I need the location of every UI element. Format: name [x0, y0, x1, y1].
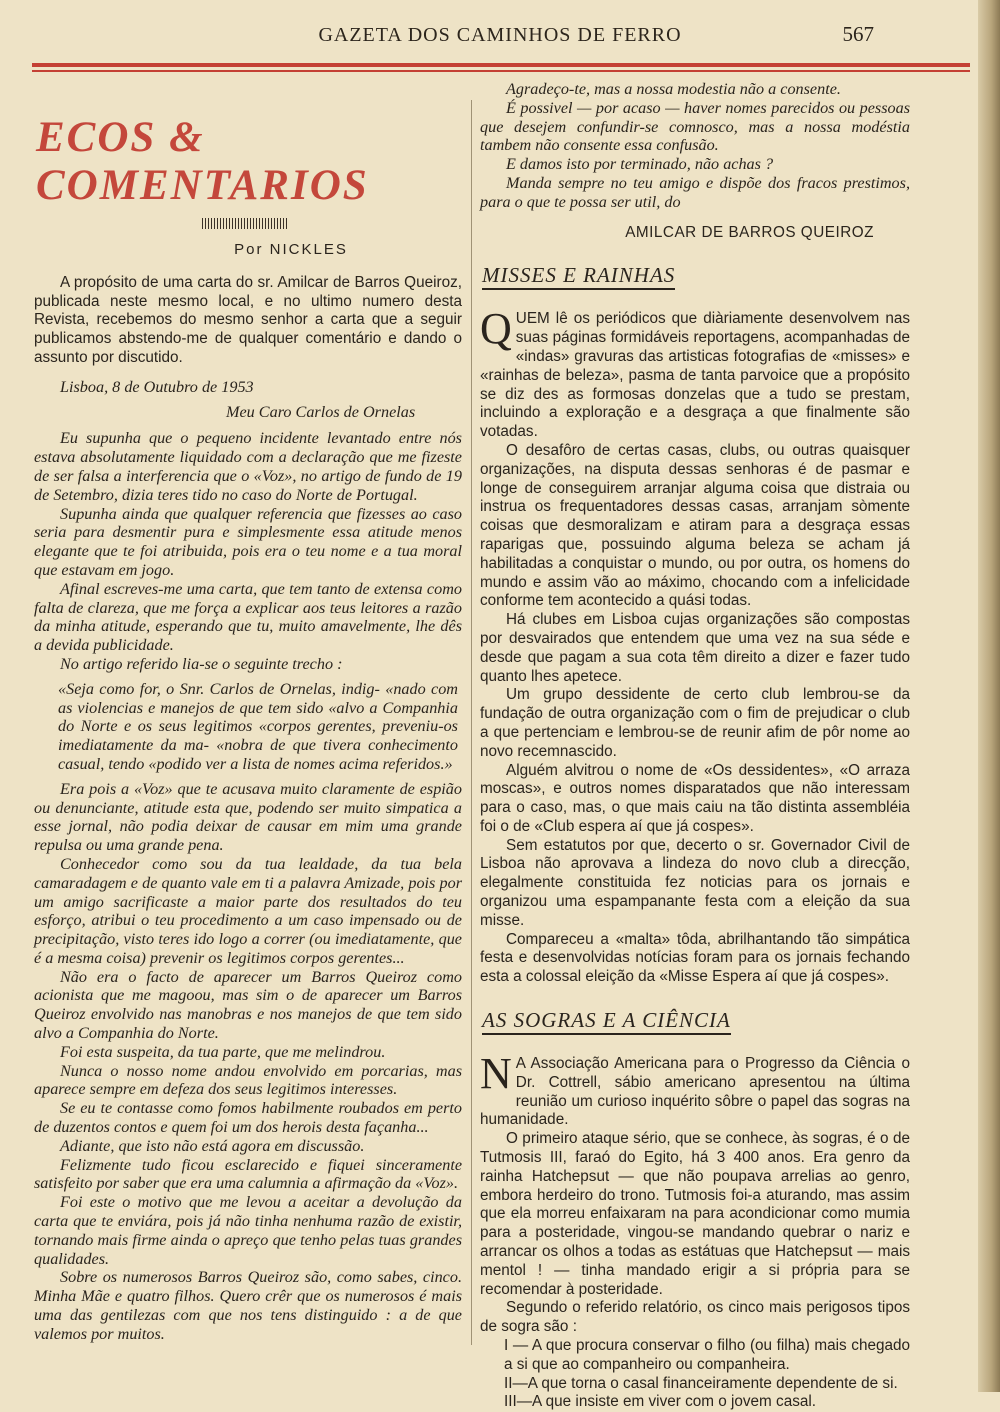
- letter-paragraph: Afinal escreves-me uma carta, que tem tanto de extensa como falta de clareza, que me força a explicar aos teus leitores a razão da minha atitude, esperando que tu, muito amavelmente, lhe dês a devida publicidade.: [34, 579, 462, 655]
- section-title-misses: MISSES E RAINHAS: [482, 262, 910, 288]
- letter-paragraph: Manda sempre no teu amigo e dispõe dos fracos prestimos, para o que te possa ser util, do: [480, 173, 910, 211]
- header-rule-thick: [32, 63, 970, 67]
- left-column: [34, 80, 462, 1344]
- quoted-excerpt: «Seja como for, o Snr. Carlos de Ornelas, indig- «nado com as violencias e manejos de que tem sido «alvo a Companhia do Norte e os seus legitimos «corpos gerentes, preveniu-os imediatamente da ma- «nobra de que tivera conhecimento casual, tendo «podido ver a lista de nomes acima referidos.»: [58, 679, 458, 773]
- dropcap-q: Q: [480, 304, 512, 354]
- letter-paragraph: Adiante, que isto não está agora em discussão.: [60, 1136, 365, 1155]
- letter-paragraph: Felizmente tudo ficou esclarecido e fiquei sinceramente satisfeito por saber que era uma calumnia a afirmação da «Voz».: [34, 1155, 462, 1193]
- letter-dateline: Lisboa, 8 de Outubro de 1953: [60, 377, 254, 396]
- sogras-first-text: A Associação Americana para o Progresso da Ciência o Dr. Cottrell, sábio americano apresentou na última reunião um curioso inquérito sôbre o papel das sogras na humanidade.: [480, 1055, 910, 1129]
- sogras-paragraph: O primeiro ataque sério, que se conhece, às sogras, é o de Tutmosis III, faraó do Egito, há 3 400 anos. Era genro da rainha Hatchepsut — que não poupava arrelias ao genro, embora herdeiro do trono. Tutmosis foi-a aturando, mas assim que ela morreu enfaixaram na para acondicionar como mumia para a posteridade, vingou-se mandando quebrar o nariz e arrancar os olhos a todas as estátuas que Hatchepsut — mais mentol ! — tinha mandado erigir a si própria para se recomendar à posteridade.: [480, 1130, 910, 1298]
- letter-paragraph: Sobre os numerosos Barros Queiroz são, como sabes, cinco. Minha Mãe e quatro filhos. Quero crêr que os numerosos é mais uma das gentilezas com que nos tens distinguido : a de que valemos por muitos.: [34, 1268, 462, 1343]
- letter-paragraph: Foi esta suspeita, da tua parte, que me melindrou.: [60, 1042, 386, 1061]
- letter-paragraph: Conhecedor como sou da tua lealdade, da tua bela camaradagem e de quanto vale em ti a palavra Amizade, pois por um amigo sacrificaste a maior parte dos resultados do teu esforço, atribui o teu procedimento a um caso impensado ou de precipitação, visto teres ido logo a correr (ou imediatamente, que é a mesma coisa) prevenir os legitimos corpos gerentes...: [34, 854, 462, 967]
- letter-paragraph: Não era o facto de aparecer um Barros Queiroz como acionista que me magoou, mas sim o de aparecer um Barros Queiroz envolvido nas manobras e nos manejos de que tem sido alvo a Companhia do Norte.: [34, 967, 462, 1043]
- sogras-first-paragraph: [480, 1049, 910, 1130]
- running-title: GAZETA DOS CAMINHOS DE FERRO: [318, 24, 682, 46]
- article-title: ECOS & COMENTARIOS: [36, 114, 369, 209]
- letter-paragraph: Nunca o nosso nome andou envolvido em porcarias, mas aparece sempre em defeza dos seus legitimos interesses.: [34, 1061, 462, 1099]
- sogras-paragraph: Segundo o referido relatório, os cinco mais perigosos tipos de sogra são :: [480, 1299, 910, 1336]
- page-number: 567: [842, 22, 874, 46]
- letter-paragraph: Eu supunha que o pequeno incidente levantado entre nós estava absolutamente liquidado com a declaração que me fizeste de ser falsa a interferencia que o «Voz», no artigo de fundo de 19 de Setembro, dizia teres tido no caso do Norte de Portugal.: [34, 429, 462, 504]
- right-column: [480, 80, 910, 1412]
- letter-paragraph: É possivel — por acaso — haver nomes parecidos ou pessoas que desejem confundir-se comnosco, mas a nossa modéstia tambem não consente essa confusão.: [480, 98, 910, 155]
- intro-paragraph: A propósito de uma carta do sr. Amilcar de Barros Queiroz, publicada neste mesmo local, e no ultimo numero desta Revista, recebemos do mesmo senhor a carta que a seguir publicamos abstendo-me de qualquer comentário e dando o assunto por discutido.: [34, 273, 462, 366]
- letter-paragraph: Era pois a «Voz» que te acusava muito claramente de espião ou denunciante, atitude esta que, podendo ser muito simpatica a esse jornal, não podia deixar de causar em mim uma grande repulsa ou uma grande pena.: [34, 779, 462, 855]
- article-byline: Por NICKLES: [234, 241, 348, 258]
- misses-paragraph: O desafôro de certas casas, clubs, ou outras quaisquer organizações, na disputa dessas senhoras é de pasmar e longe de conseguirem arranjar alguma coisa que distraia ou instrua os frequentadores dessas casas, arranjam sòmente coisas que desmoralizam e atiram para a desgraça essas raparigas que, possuindo alguma beleza se acham já habilitadas a conquistar o mundo, ou por outra, os homens do mundo e assim vão ao máximo, chocando com a infelicidade conforme tem acontecido a quási todas.: [480, 441, 910, 610]
- misses-first-text: UEM lê os periódicos que diàriamente desenvolvem nas suas páginas formidáveis reportagens, acompanhadas de «indas» gravuras das artisticas fotografias de «misses» e «rainhas de beleza», pasma de tanta parvoice que a propósito se diz des as formosas donzelas que a tudo se prestam, incluindo a exploração e a desgraça a que finalmente são votadas.: [480, 310, 910, 441]
- title-ornament: [202, 218, 288, 229]
- header-rule-thin: [32, 70, 970, 72]
- sogras-list-item: II—A que torna o casal financeiramente dependente de si.: [504, 1374, 898, 1392]
- misses-paragraph: Sem estatutos por que, decerto o sr. Governador Civil de Lisboa não aprovava a lindeza do novo club a direcção, elegalmente constituida fez noticias para os jornais e organizou uma espampanante festa com a eleição da sua misse.: [480, 836, 910, 929]
- column-divider: [471, 100, 472, 1345]
- page-header: [30, 24, 970, 50]
- misses-paragraph: Há clubes em Lisboa cujas organizações são compostas por desvairados que entendem que uma vez na sua séde e desde que pagam a sua cota têm direito a dizer e fazer tudo quanto lhes apetece.: [480, 611, 910, 685]
- sogras-list-item: III—A que insiste em viver com o jovem casal.: [504, 1393, 817, 1411]
- misses-first-paragraph: [480, 304, 910, 442]
- letter-paragraph: Se eu te contasse como fomos habilmente roubados em perto de duzentos contos e quem foi um dos herois desta façanha...: [34, 1099, 462, 1137]
- letter-paragraph: Foi este o motivo que me levou a aceitar a devolução da carta que te enviára, pois já não tinha nenhuma razão de existir, tornando mais firme ainda o apreço que tenho pelas tuas grandes qualidades.: [34, 1193, 462, 1268]
- section-title-sogras: AS SOGRAS E A CIÊNCIA: [482, 1007, 910, 1033]
- letter-paragraph: Supunha ainda que qualquer referencia que fizesses ao caso seria para desmentir pura e simplesmente essa atitude menos elegante que te foi atribuida, pois era o teu nome e a tua moral que estavam em jogo.: [34, 504, 462, 579]
- misses-paragraph: Um grupo dessidente de certo club lembrou-se da fundação de outra organização com o fim de prejudicar o club a que pertenciam e lembrou-se de reunir afim de pôr nome ao novo recemnascido.: [480, 686, 910, 760]
- misses-paragraph: Alguém alvitrou o nome de «Os dessidentes», «O arraza moscas», e outros nomes disparatados que não interessam para o caso, mas, o que mais caiu na tão distinta assembléia foi o de «Club espera aí que já cospes».: [480, 761, 910, 835]
- letter-paragraph: Agradeço-te, mas a nossa modestia não a consente.: [506, 80, 841, 98]
- page-spine-shadow: [978, 0, 1000, 1392]
- sogras-list-item: I — A que procura conservar o filho (ou filha) mais chegado a si que ao companheiro ou companheira.: [504, 1337, 910, 1373]
- letter-signature: AMILCAR DE BARROS QUEIROZ: [625, 223, 874, 241]
- letter-salutation: Meu Caro Carlos de Ornelas: [226, 402, 416, 421]
- misses-paragraph: Compareceu a «malta» tôda, abrilhantando tão simpática festa e desenvolvidas notícias foram para os jornais fechando esta a colossal eleição da «Misse Espera aí que já cospes».: [480, 930, 910, 986]
- letter-paragraph: No artigo referido lia-se o seguinte trecho :: [60, 654, 343, 673]
- letter-paragraph: E damos isto por terminado, não achas ?: [506, 155, 774, 174]
- dropcap-n: N: [480, 1049, 512, 1099]
